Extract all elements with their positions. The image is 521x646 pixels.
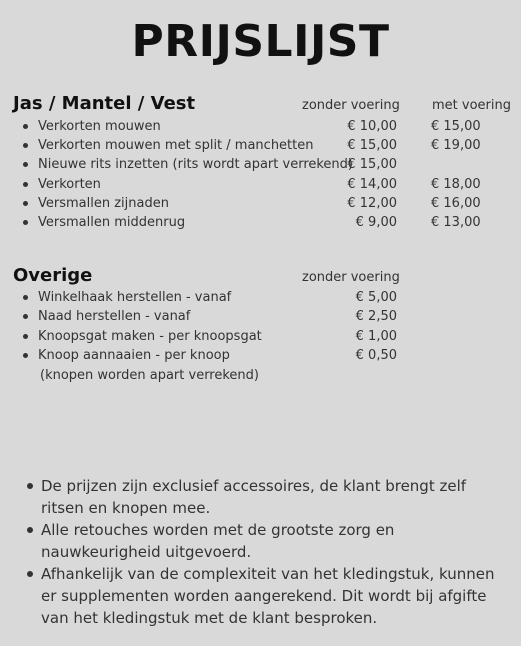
service-label: Winkelhaak herstellen - vanaf: [38, 290, 232, 305]
price-row: [0, 213, 521, 232]
price-met-voering: € 19,00: [431, 138, 481, 153]
price-row: [0, 346, 521, 365]
service-label: Versmallen middenrug: [38, 215, 186, 230]
service-label: Verkorten mouwen: [38, 119, 161, 134]
section-heading-jas: Jas / Mantel / Vest: [13, 93, 196, 114]
footnote-text: Alle retouches worden met de grootste zorg en nauwkeurigheid uitgevoerd.: [41, 521, 395, 561]
bullet-icon: [23, 334, 28, 339]
service-label: Knoop aannaaien - per knoop: [38, 348, 230, 363]
price-zonder-voering: € 5,00: [355, 290, 397, 305]
price-zonder-voering: € 15,00: [347, 157, 397, 172]
bullet-icon: [23, 201, 28, 206]
bullet-icon: [23, 353, 28, 358]
bullet-icon: [23, 182, 28, 187]
column-header-met-voering: met voering: [432, 98, 511, 113]
price-zonder-voering: € 12,00: [347, 196, 397, 211]
price-row: [0, 117, 521, 136]
price-met-voering: € 16,00: [431, 196, 481, 211]
price-met-voering: € 18,00: [431, 177, 481, 192]
price-row: [0, 327, 521, 346]
bullet-icon: [27, 571, 33, 577]
footnote-item: [0, 475, 521, 519]
service-label: Knoopsgat maken - per knoopsgat: [38, 329, 262, 344]
price-zonder-voering: € 10,00: [347, 119, 397, 134]
price-row: [0, 288, 521, 307]
price-met-voering: € 13,00: [431, 215, 481, 230]
price-zonder-voering: € 9,00: [355, 215, 397, 230]
price-met-voering: € 15,00: [431, 119, 481, 134]
bullet-icon: [23, 314, 28, 319]
price-row: [0, 175, 521, 194]
column-header-zonder-voering: zonder voering: [302, 270, 400, 285]
bullet-icon: [23, 162, 28, 167]
price-zonder-voering: € 14,00: [347, 177, 397, 192]
price-row: [0, 155, 521, 174]
price-zonder-voering: € 0,50: [355, 348, 397, 363]
bullet-icon: [23, 295, 28, 300]
footnote-item: [0, 519, 521, 563]
bullet-icon: [27, 483, 33, 489]
footnote-item: [0, 563, 521, 629]
footnote-text: Afhankelijk van de complexiteit van het kledingstuk, kunnen er supplementen worden aangerekend. Dit wordt bij afgifte van het kledingstuk met de klant besproken.: [41, 565, 495, 627]
bullet-icon: [23, 220, 28, 225]
bullet-icon: [27, 527, 33, 533]
price-row: [0, 136, 521, 155]
section-heading-overige: Overige: [13, 265, 93, 286]
price-zonder-voering: € 1,00: [355, 329, 397, 344]
service-label: Naad herstellen - vanaf: [38, 309, 191, 324]
service-label: Verkorten mouwen met split / manchetten: [38, 138, 314, 153]
service-label: Verkorten: [38, 177, 101, 192]
price-row: [0, 307, 521, 326]
price-zonder-voering: € 2,50: [355, 309, 397, 324]
bullet-icon: [23, 143, 28, 148]
service-label: Nieuwe rits inzetten (rits wordt apart verrekend): [38, 157, 353, 172]
footnote-text: De prijzen zijn exclusief accessoires, de klant brengt zelf ritsen en knopen mee.: [41, 477, 467, 517]
bullet-icon: [23, 124, 28, 129]
price-zonder-voering: € 15,00: [347, 138, 397, 153]
column-header-zonder-voering: zonder voering: [302, 98, 400, 113]
price-row: [0, 194, 521, 213]
page-title: PRIJSLIJST: [131, 16, 390, 67]
service-label: Versmallen zijnaden: [38, 196, 169, 211]
buttons-note: (knopen worden apart verrekend): [40, 368, 259, 383]
